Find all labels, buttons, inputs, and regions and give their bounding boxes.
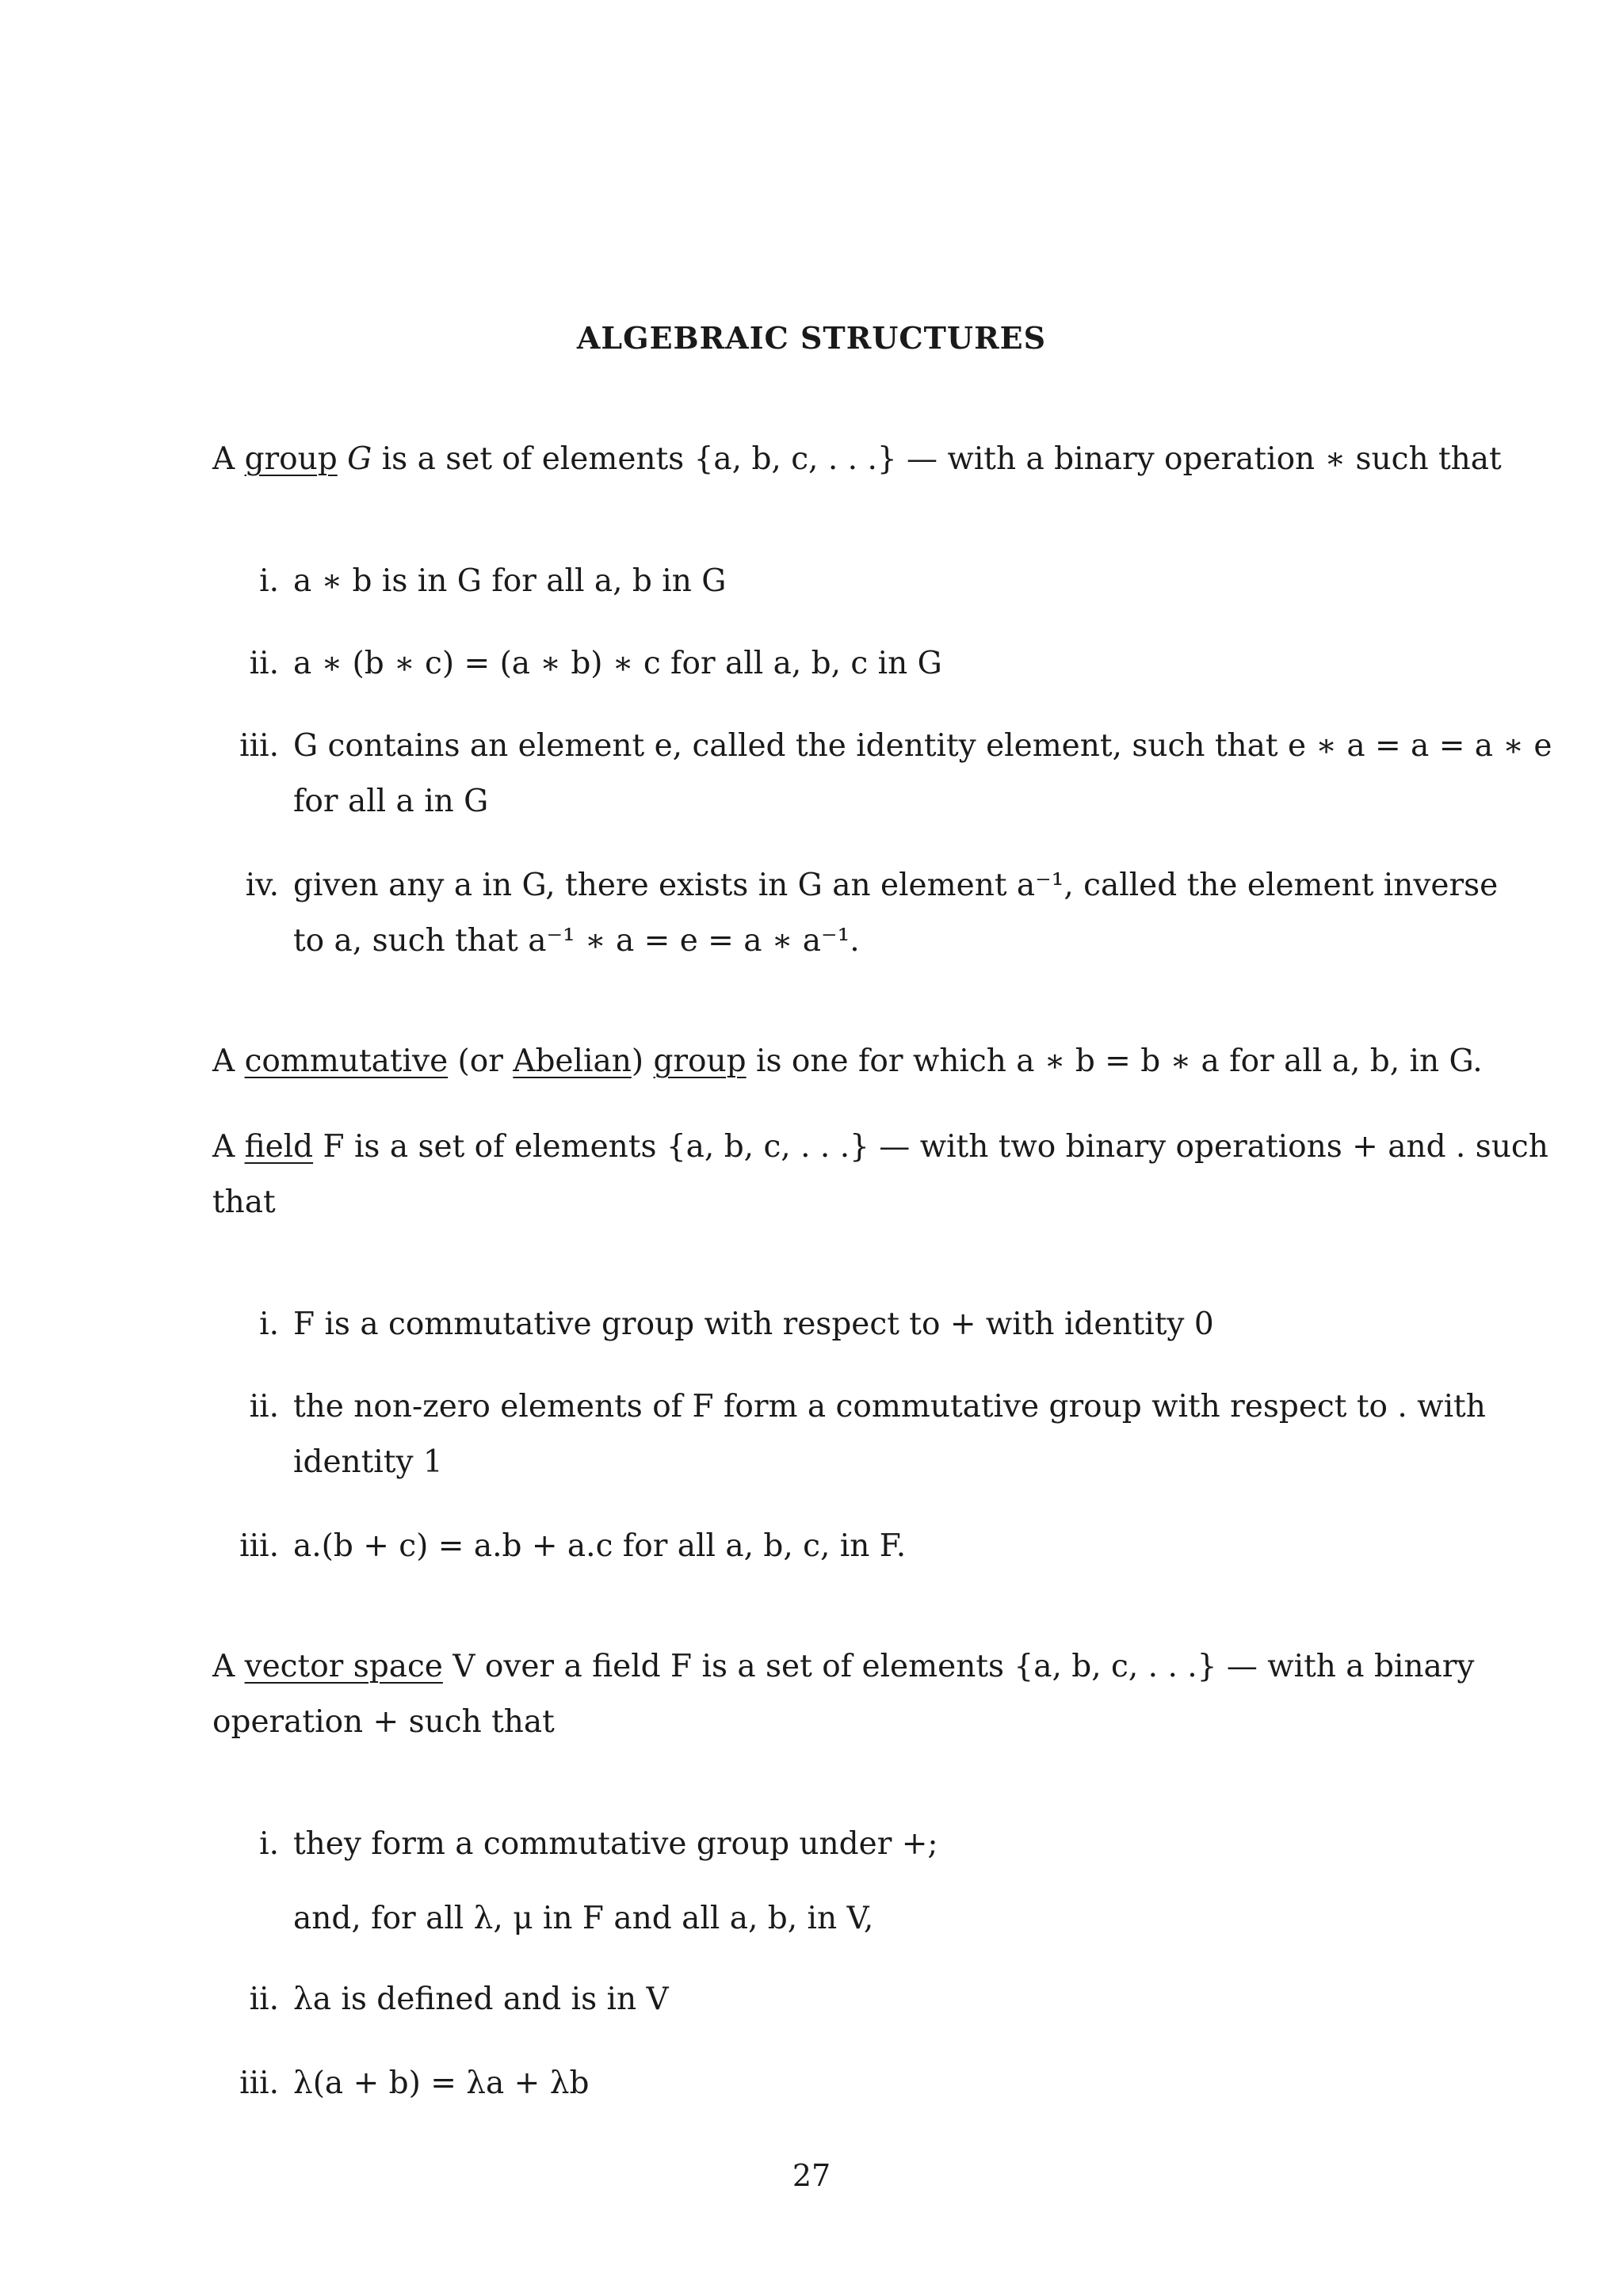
vector-item-2-text: λa is defined and is in V (293, 1981, 669, 2017)
group-item-4-number: iv. (245, 868, 279, 903)
field-definition (212, 1129, 1549, 1165)
group-item-3-text: G contains an element e, called the identity element, such that e ∗ a = a = a ∗ e (293, 728, 1552, 764)
page-number: 27 (792, 2158, 831, 2193)
vector-def-article: A (212, 1649, 245, 1684)
vector-item-1-text-cont: and, for all λ, μ in F and all a, b, in V, (293, 1901, 874, 1936)
vector-def-text: V over a field F is a set of elements {a, b, c, . . .} — with a binary (442, 1649, 1475, 1684)
group-item-4-text-cont: to a, such that a⁻¹ ∗ a = e = a ∗ a⁻¹. (293, 923, 860, 959)
abelian-term: Abelian (513, 1043, 632, 1079)
field-term: field (244, 1129, 314, 1165)
field-item-3-number: iii. (239, 1528, 279, 1564)
group-item-2-text: a ∗ (b ∗ c) = (a ∗ b) ∗ c for all a, b, c in G (293, 646, 942, 681)
vector-space-definition-cont: operation + such that (212, 1704, 555, 1740)
page-title: ALGEBRAIC STRUCTURES (576, 320, 1047, 356)
vector-item-3-text: λ(a + b) = λa + λb (293, 2065, 590, 2101)
commutative-term: commutative (244, 1043, 449, 1079)
group-item-2-number: ii. (249, 646, 279, 681)
field-item-1-text: F is a commutative group with respect to + with identity 0 (293, 1306, 1214, 1342)
field-item-2-number: ii. (249, 1389, 279, 1425)
abelian-group-term: group (653, 1043, 747, 1079)
field-item-3-text: a.(b + c) = a.b + a.c for all a, b, c, in F. (293, 1528, 907, 1564)
abelian-def-mid2: ) (631, 1043, 654, 1079)
group-item-1-number: i. (259, 563, 279, 599)
abelian-definition (212, 1043, 1483, 1079)
vector-space-term: vector space (244, 1649, 443, 1684)
group-term: group (244, 441, 338, 477)
field-item-2-text: the non-zero elements of F form a commutative group with respect to . with (293, 1389, 1486, 1425)
group-item-1-text: a ∗ b is in G for all a, b in G (293, 563, 727, 599)
group-definition (212, 441, 1502, 477)
group-item-4-text: given any a in G, there exists in G an element a⁻¹, called the element inverse (293, 868, 1499, 903)
vector-space-definition (212, 1651, 1474, 1682)
abelian-def-text: is one for which a ∗ b = b ∗ a for all a, b, in G. (746, 1043, 1483, 1079)
group-item-3-text-cont: for all a in G (293, 784, 489, 819)
group-def-article: A (212, 441, 245, 477)
field-def-article: A (212, 1129, 245, 1165)
group-item-3-number: iii. (239, 728, 279, 764)
field-item-1-number: i. (259, 1306, 279, 1342)
group-def-space (338, 441, 347, 477)
abelian-def-mid1: (or (448, 1043, 514, 1079)
vector-item-2-number: ii. (249, 1981, 279, 2017)
field-definition-cont: that (212, 1184, 276, 1220)
vector-item-3-number: iii. (239, 2065, 279, 2101)
field-def-text: F is a set of elements {a, b, c, . . .} — with two binary operations + and . such (313, 1129, 1549, 1165)
field-item-2-text-cont: identity 1 (293, 1444, 443, 1480)
abelian-def-article: A (212, 1043, 245, 1079)
vector-item-1-number: i. (259, 1826, 279, 1862)
vector-item-1-text: they form a commutative group under +; (293, 1826, 938, 1862)
group-symbol: G (347, 441, 372, 477)
group-def-text: is a set of elements {a, b, c, . . .} — with a binary operation ∗ such that (372, 441, 1502, 477)
